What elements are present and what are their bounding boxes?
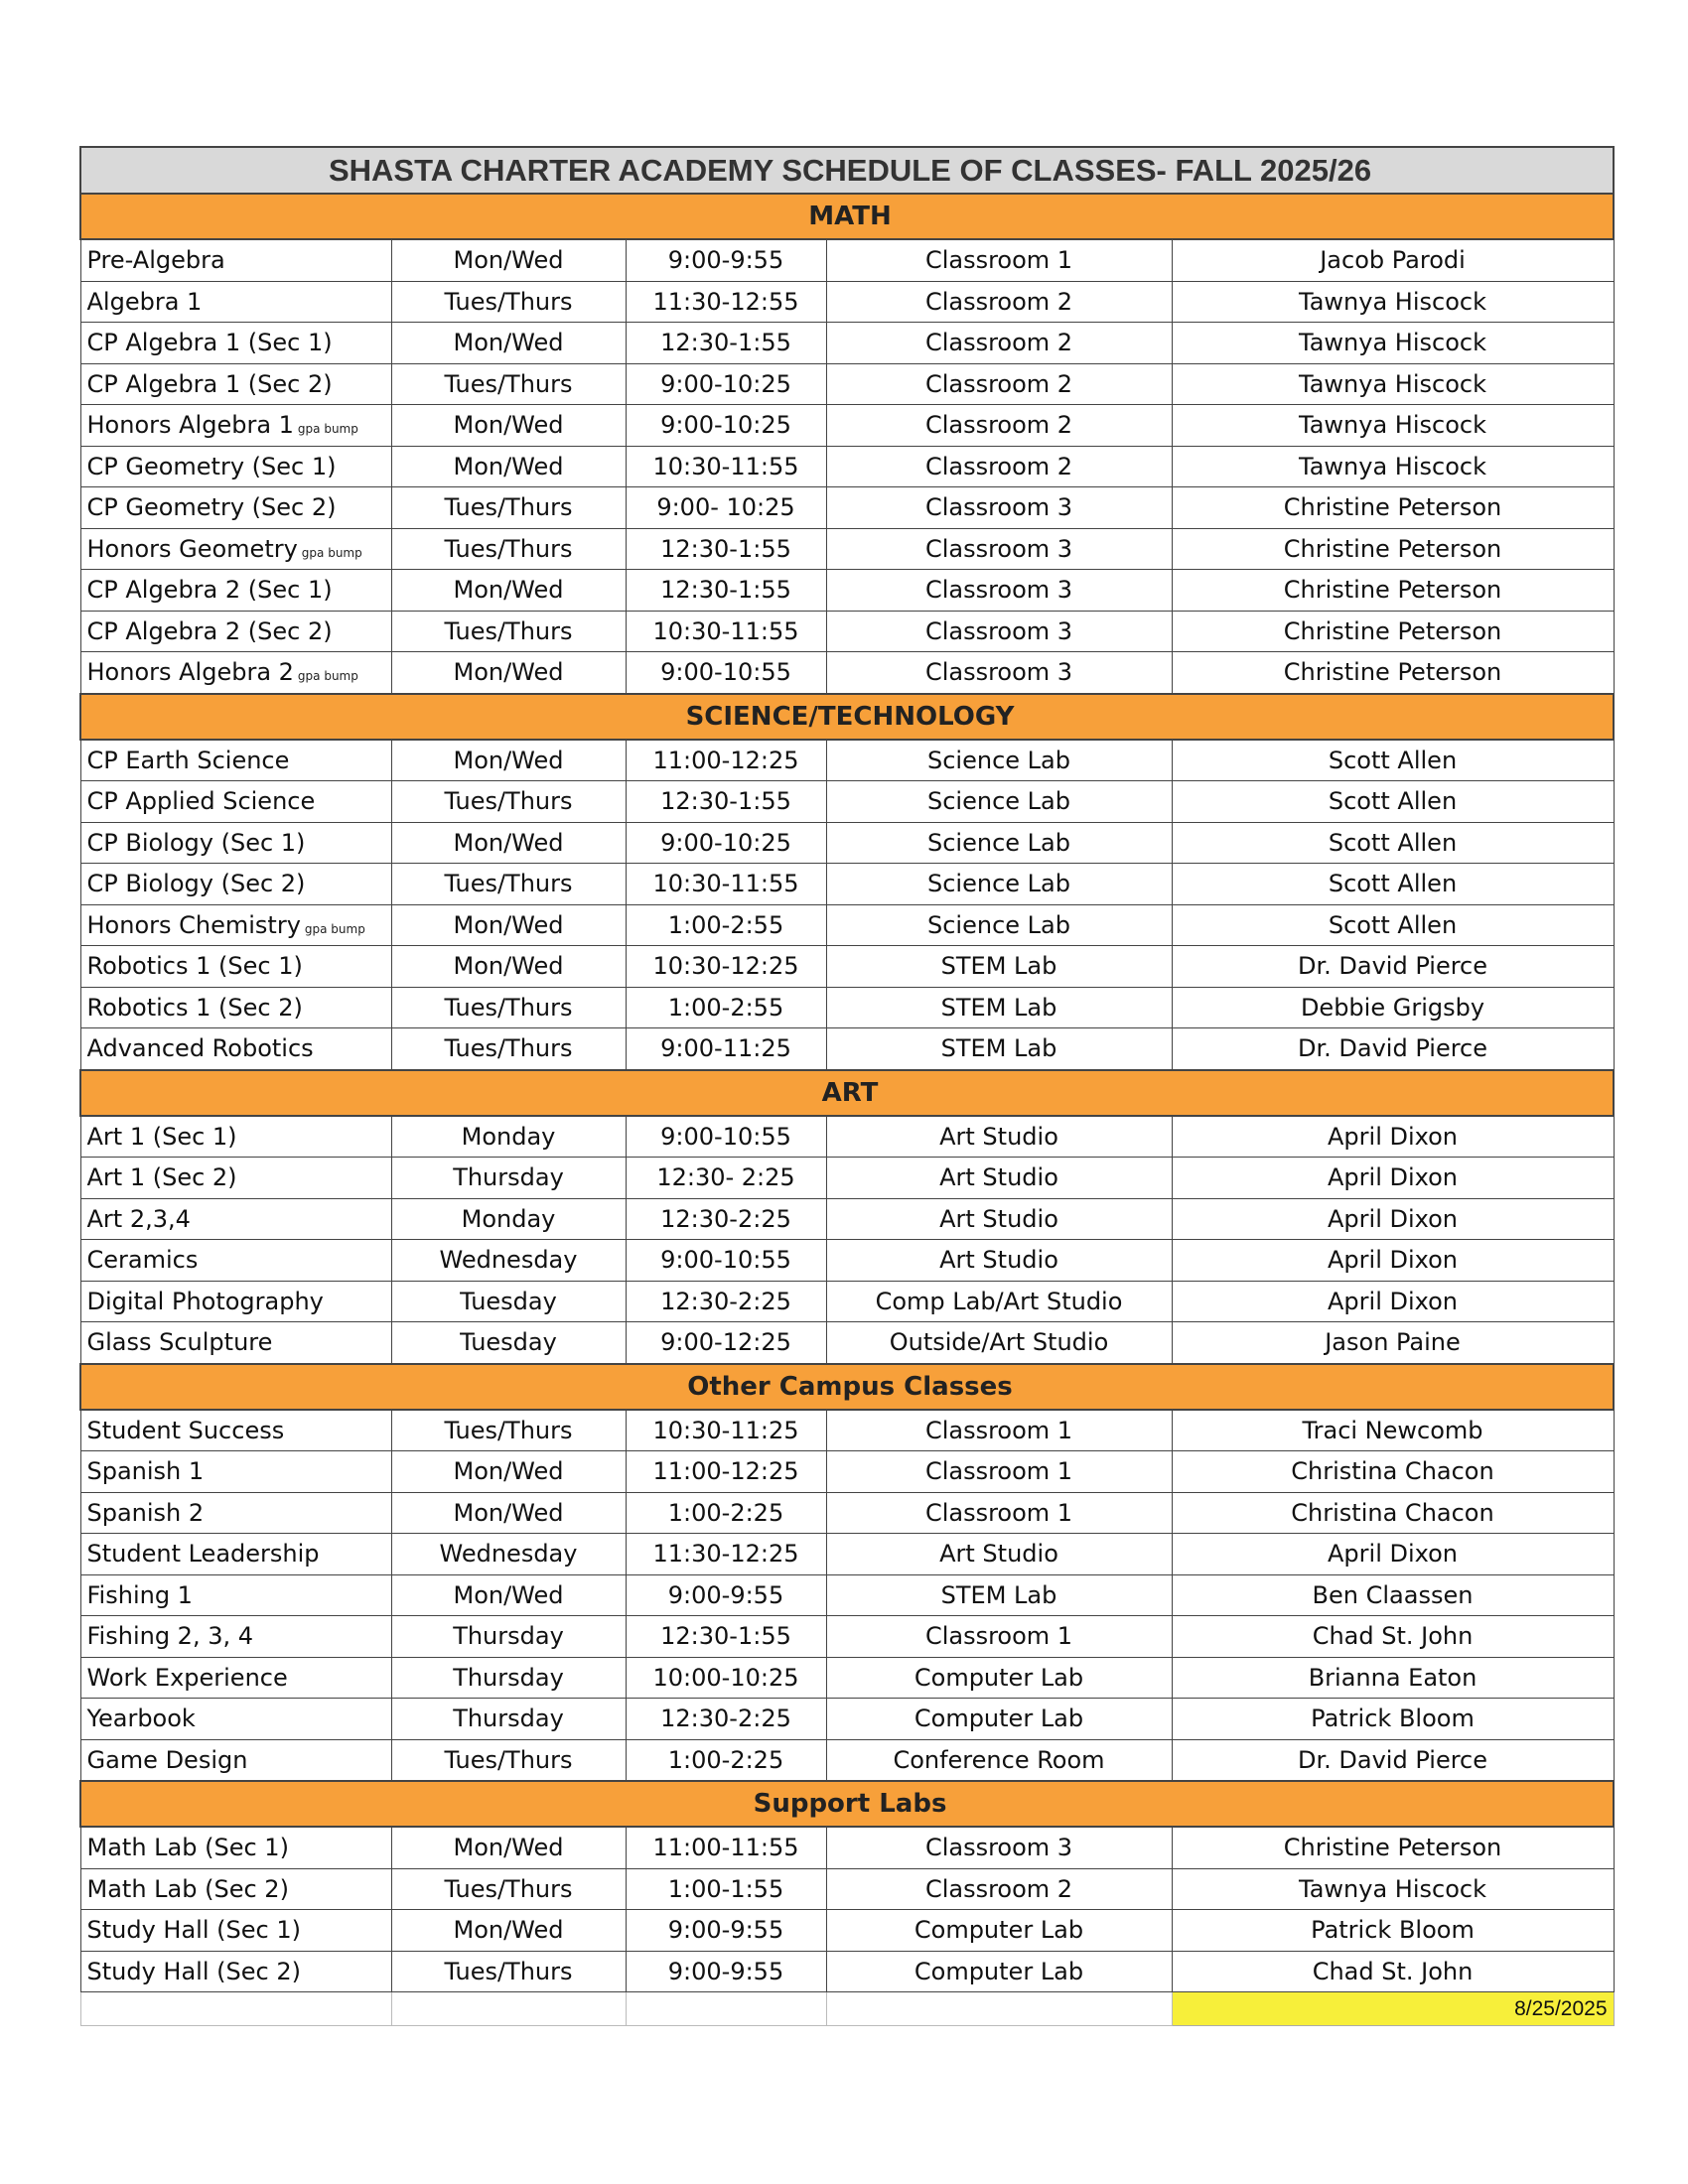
time-cell: 11:00-12:25 [626, 1451, 826, 1493]
days-cell: Wednesday [391, 1534, 626, 1575]
days-cell: Thursday [391, 1699, 626, 1740]
days-cell: Tues/Thurs [391, 1868, 626, 1910]
teacher-cell: Christine Peterson [1172, 487, 1614, 529]
teacher-cell: Jacob Parodi [1172, 239, 1614, 281]
course-cell [80, 611, 391, 652]
room-cell: Comp Lab/Art Studio [826, 1281, 1172, 1322]
course-cell [80, 1492, 391, 1534]
course-name: Advanced Robotics [86, 1034, 314, 1063]
course-name: CP Applied Science [86, 787, 316, 816]
room-cell: Art Studio [826, 1158, 1172, 1199]
course-cell [80, 570, 391, 612]
course-cell [80, 1657, 391, 1699]
section-title: Support Labs [80, 1781, 1614, 1827]
course-cell [80, 363, 391, 405]
time-cell: 11:30-12:25 [626, 1534, 826, 1575]
course-cell [80, 1198, 391, 1240]
table-row [80, 1028, 1614, 1070]
teacher-cell: Christine Peterson [1172, 611, 1614, 652]
days-cell: Mon/Wed [391, 652, 626, 694]
teacher-cell: Debbie Grigsby [1172, 987, 1614, 1028]
section-header-row [80, 1364, 1614, 1410]
teacher-cell: April Dixon [1172, 1198, 1614, 1240]
table-row [80, 946, 1614, 988]
gpa-bump-note: gpa bump [297, 669, 358, 684]
course-cell [80, 781, 391, 823]
time-cell: 12:30-2:25 [626, 1198, 826, 1240]
room-cell: STEM Lab [826, 987, 1172, 1028]
room-cell: Art Studio [826, 1198, 1172, 1240]
table-row [80, 1281, 1614, 1322]
course-cell [80, 323, 391, 364]
teacher-cell: Scott Allen [1172, 904, 1614, 946]
teacher-cell: Ben Claassen [1172, 1574, 1614, 1616]
gpa-bump-note: gpa bump [301, 545, 362, 560]
room-cell: Classroom 3 [826, 1827, 1172, 1868]
days-cell: Tuesday [391, 1322, 626, 1364]
room-cell: STEM Lab [826, 946, 1172, 988]
time-cell: 9:00-9:55 [626, 1910, 826, 1952]
table-row [80, 1868, 1614, 1910]
time-cell: 9:00-10:25 [626, 822, 826, 864]
teacher-cell: April Dixon [1172, 1240, 1614, 1282]
days-cell: Thursday [391, 1616, 626, 1658]
room-cell: Classroom 2 [826, 446, 1172, 487]
course-name: Robotics 1 (Sec 2) [86, 993, 303, 1022]
empty-cell [826, 1992, 1172, 2026]
table-row [80, 740, 1614, 781]
days-cell: Mon/Wed [391, 1910, 626, 1952]
room-cell: Classroom 2 [826, 323, 1172, 364]
course-cell [80, 652, 391, 694]
room-cell: Classroom 1 [826, 1492, 1172, 1534]
table-row [80, 239, 1614, 281]
table-row [80, 1739, 1614, 1781]
time-cell: 12:30-1:55 [626, 1616, 826, 1658]
course-name: Math Lab (Sec 2) [86, 1874, 289, 1903]
teacher-cell: Dr. David Pierce [1172, 946, 1614, 988]
days-cell: Mon/Wed [391, 904, 626, 946]
course-cell [80, 1116, 391, 1158]
room-cell: Classroom 2 [826, 363, 1172, 405]
days-cell: Tues/Thurs [391, 281, 626, 323]
days-cell: Tues/Thurs [391, 864, 626, 905]
teacher-cell: Christine Peterson [1172, 570, 1614, 612]
days-cell: Mon/Wed [391, 946, 626, 988]
room-cell: Outside/Art Studio [826, 1322, 1172, 1364]
course-name: Robotics 1 (Sec 1) [86, 952, 303, 981]
course-name: CP Algebra 1 (Sec 1) [86, 329, 333, 357]
course-name: Algebra 1 [86, 287, 203, 316]
section-title: ART [80, 1070, 1614, 1116]
teacher-cell: Tawnya Hiscock [1172, 446, 1614, 487]
days-cell: Tues/Thurs [391, 1028, 626, 1070]
course-name: Yearbook [86, 1705, 196, 1733]
teacher-cell: Dr. David Pierce [1172, 1739, 1614, 1781]
time-cell: 1:00-2:55 [626, 987, 826, 1028]
course-name: Art 1 (Sec 2) [86, 1163, 237, 1192]
teacher-cell: Scott Allen [1172, 781, 1614, 823]
room-cell: Conference Room [826, 1739, 1172, 1781]
time-cell: 12:30-1:55 [626, 528, 826, 570]
course-cell [80, 1910, 391, 1952]
room-cell: Science Lab [826, 781, 1172, 823]
teacher-cell: April Dixon [1172, 1158, 1614, 1199]
teacher-cell: Tawnya Hiscock [1172, 323, 1614, 364]
course-name: Pre-Algebra [86, 246, 225, 275]
course-name: Game Design [86, 1745, 248, 1774]
teacher-cell: Tawnya Hiscock [1172, 405, 1614, 447]
room-cell: Classroom 3 [826, 652, 1172, 694]
course-name: CP Biology (Sec 2) [86, 870, 306, 898]
table-row [80, 904, 1614, 946]
time-cell: 12:30-2:25 [626, 1699, 826, 1740]
room-cell: Computer Lab [826, 1910, 1172, 1952]
days-cell: Mon/Wed [391, 1492, 626, 1534]
days-cell: Monday [391, 1198, 626, 1240]
gpa-bump-note: gpa bump [304, 921, 365, 936]
days-cell: Mon/Wed [391, 1451, 626, 1493]
gpa-bump-note: gpa bump [297, 422, 358, 437]
days-cell: Tues/Thurs [391, 611, 626, 652]
table-row [80, 363, 1614, 405]
days-cell: Mon/Wed [391, 822, 626, 864]
course-name: CP Algebra 2 (Sec 1) [86, 576, 333, 605]
course-cell [80, 446, 391, 487]
table-row [80, 570, 1614, 612]
table-row [80, 1322, 1614, 1364]
time-cell: 1:00-2:55 [626, 904, 826, 946]
course-cell [80, 1240, 391, 1282]
teacher-cell: Patrick Bloom [1172, 1910, 1614, 1952]
course-cell [80, 1699, 391, 1740]
course-name: Honors Algebra 1 [86, 411, 294, 440]
room-cell: Computer Lab [826, 1951, 1172, 1992]
days-cell: Thursday [391, 1158, 626, 1199]
table-row [80, 1574, 1614, 1616]
time-cell: 9:00-9:55 [626, 1574, 826, 1616]
table-row [80, 1951, 1614, 1992]
time-cell: 11:00-12:25 [626, 740, 826, 781]
table-row [80, 1910, 1614, 1952]
course-name: CP Earth Science [86, 746, 290, 774]
table-row [80, 822, 1614, 864]
table-row [80, 1616, 1614, 1658]
table-row [80, 987, 1614, 1028]
time-cell: 12:30-1:55 [626, 781, 826, 823]
days-cell: Tues/Thurs [391, 528, 626, 570]
title-row [80, 147, 1614, 194]
time-cell: 10:30-12:25 [626, 946, 826, 988]
teacher-cell: Tawnya Hiscock [1172, 363, 1614, 405]
teacher-cell: Brianna Eaton [1172, 1657, 1614, 1699]
time-cell: 9:00-9:55 [626, 239, 826, 281]
time-cell: 10:30-11:55 [626, 864, 826, 905]
updated-date: 8/25/2025 [1172, 1992, 1614, 2026]
days-cell: Wednesday [391, 1240, 626, 1282]
course-cell [80, 1534, 391, 1575]
course-name: CP Algebra 1 (Sec 2) [86, 369, 333, 398]
course-cell [80, 740, 391, 781]
course-name: CP Algebra 2 (Sec 2) [86, 616, 333, 645]
days-cell: Mon/Wed [391, 1827, 626, 1868]
teacher-cell: Tawnya Hiscock [1172, 1868, 1614, 1910]
table-row [80, 323, 1614, 364]
teacher-cell: Chad St. John [1172, 1951, 1614, 1992]
teacher-cell: Christine Peterson [1172, 1827, 1614, 1868]
table-row [80, 487, 1614, 529]
footer-row [80, 1992, 1614, 2026]
course-name: Spanish 2 [86, 1498, 205, 1527]
teacher-cell: Christine Peterson [1172, 528, 1614, 570]
time-cell: 10:30-11:55 [626, 611, 826, 652]
table-row [80, 1827, 1614, 1868]
days-cell: Tuesday [391, 1281, 626, 1322]
course-cell [80, 822, 391, 864]
days-cell: Tues/Thurs [391, 781, 626, 823]
schedule-body [80, 147, 1614, 2026]
empty-cell [80, 1992, 391, 2026]
section-title: Other Campus Classes [80, 1364, 1614, 1410]
teacher-cell: Scott Allen [1172, 864, 1614, 905]
course-name: Fishing 1 [86, 1580, 193, 1609]
time-cell: 1:00-1:55 [626, 1868, 826, 1910]
teacher-cell: April Dixon [1172, 1534, 1614, 1575]
section-header-row [80, 694, 1614, 740]
teacher-cell: Dr. David Pierce [1172, 1028, 1614, 1070]
time-cell: 11:00-11:55 [626, 1827, 826, 1868]
course-name: CP Geometry (Sec 2) [86, 493, 337, 522]
table-row [80, 864, 1614, 905]
room-cell: Classroom 3 [826, 611, 1172, 652]
time-cell: 12:30-2:25 [626, 1281, 826, 1322]
time-cell: 9:00-9:55 [626, 1951, 826, 1992]
days-cell: Tues/Thurs [391, 1739, 626, 1781]
table-row [80, 1158, 1614, 1199]
room-cell: Classroom 1 [826, 1451, 1172, 1493]
course-cell [80, 528, 391, 570]
table-row [80, 528, 1614, 570]
course-cell [80, 864, 391, 905]
room-cell: Classroom 3 [826, 570, 1172, 612]
teacher-cell: Tawnya Hiscock [1172, 281, 1614, 323]
course-name: Honors Geometry [86, 534, 298, 563]
time-cell: 11:30-12:55 [626, 281, 826, 323]
course-name: Work Experience [86, 1663, 288, 1692]
time-cell: 9:00-10:55 [626, 652, 826, 694]
course-cell [80, 1410, 391, 1451]
course-cell [80, 987, 391, 1028]
course-cell [80, 1322, 391, 1364]
empty-cell [626, 1992, 826, 2026]
course-cell [80, 1158, 391, 1199]
course-cell [80, 281, 391, 323]
room-cell: Classroom 1 [826, 1410, 1172, 1451]
course-name: Student Success [86, 1416, 285, 1444]
course-name: Ceramics [86, 1246, 199, 1275]
time-cell: 12:30-1:55 [626, 570, 826, 612]
course-name: CP Biology (Sec 1) [86, 828, 306, 857]
time-cell: 9:00-11:25 [626, 1028, 826, 1070]
table-row [80, 1116, 1614, 1158]
table-row [80, 781, 1614, 823]
course-name: Digital Photography [86, 1287, 324, 1315]
teacher-cell: Scott Allen [1172, 740, 1614, 781]
days-cell: Mon/Wed [391, 740, 626, 781]
table-row [80, 281, 1614, 323]
course-cell [80, 1028, 391, 1070]
time-cell: 12:30- 2:25 [626, 1158, 826, 1199]
course-cell [80, 239, 391, 281]
room-cell: Classroom 3 [826, 487, 1172, 529]
course-cell [80, 487, 391, 529]
table-row [80, 1240, 1614, 1282]
days-cell: Tues/Thurs [391, 487, 626, 529]
room-cell: Art Studio [826, 1534, 1172, 1575]
teacher-cell: April Dixon [1172, 1281, 1614, 1322]
table-row [80, 1534, 1614, 1575]
room-cell: Art Studio [826, 1240, 1172, 1282]
teacher-cell: Traci Newcomb [1172, 1410, 1614, 1451]
course-name: Fishing 2, 3, 4 [86, 1622, 254, 1651]
teacher-cell: Christina Chacon [1172, 1492, 1614, 1534]
section-title: MATH [80, 194, 1614, 239]
course-name: Art 2,3,4 [86, 1204, 191, 1233]
course-cell [80, 1574, 391, 1616]
course-cell [80, 1951, 391, 1992]
time-cell: 9:00-12:25 [626, 1322, 826, 1364]
days-cell: Mon/Wed [391, 239, 626, 281]
room-cell: Science Lab [826, 864, 1172, 905]
table-row [80, 1198, 1614, 1240]
course-name: Spanish 1 [86, 1457, 205, 1486]
table-row [80, 1492, 1614, 1534]
table-row [80, 1410, 1614, 1451]
teacher-cell: Scott Allen [1172, 822, 1614, 864]
days-cell: Tues/Thurs [391, 987, 626, 1028]
course-cell [80, 1451, 391, 1493]
course-cell [80, 904, 391, 946]
room-cell: Science Lab [826, 904, 1172, 946]
schedule-table [79, 146, 1615, 2026]
room-cell: STEM Lab [826, 1574, 1172, 1616]
room-cell: STEM Lab [826, 1028, 1172, 1070]
room-cell: Classroom 1 [826, 1616, 1172, 1658]
room-cell: Computer Lab [826, 1657, 1172, 1699]
days-cell: Mon/Wed [391, 570, 626, 612]
days-cell: Mon/Wed [391, 323, 626, 364]
time-cell: 1:00-2:25 [626, 1492, 826, 1534]
course-cell [80, 1739, 391, 1781]
course-name: Glass Sculpture [86, 1328, 273, 1357]
room-cell: Classroom 2 [826, 281, 1172, 323]
course-name: Study Hall (Sec 2) [86, 1957, 301, 1985]
teacher-cell: Christina Chacon [1172, 1451, 1614, 1493]
empty-cell [391, 1992, 626, 2026]
course-cell [80, 1868, 391, 1910]
time-cell: 10:00-10:25 [626, 1657, 826, 1699]
room-cell: Science Lab [826, 822, 1172, 864]
course-cell [80, 1616, 391, 1658]
table-row [80, 1657, 1614, 1699]
course-name: CP Geometry (Sec 1) [86, 452, 337, 480]
time-cell: 9:00- 10:25 [626, 487, 826, 529]
course-cell [80, 1281, 391, 1322]
days-cell: Mon/Wed [391, 446, 626, 487]
days-cell: Monday [391, 1116, 626, 1158]
course-cell [80, 1827, 391, 1868]
room-cell: Art Studio [826, 1116, 1172, 1158]
course-name: Honors Algebra 2 [86, 658, 294, 687]
table-row [80, 652, 1614, 694]
days-cell: Thursday [391, 1657, 626, 1699]
days-cell: Tues/Thurs [391, 1410, 626, 1451]
course-name: Honors Chemistry [86, 910, 301, 939]
table-row [80, 611, 1614, 652]
time-cell: 9:00-10:25 [626, 363, 826, 405]
section-header-row [80, 194, 1614, 239]
room-cell: Science Lab [826, 740, 1172, 781]
time-cell: 10:30-11:55 [626, 446, 826, 487]
course-cell [80, 405, 391, 447]
room-cell: Classroom 1 [826, 239, 1172, 281]
time-cell: 12:30-1:55 [626, 323, 826, 364]
course-name: Math Lab (Sec 1) [86, 1834, 289, 1862]
time-cell: 10:30-11:25 [626, 1410, 826, 1451]
days-cell: Tues/Thurs [391, 363, 626, 405]
time-cell: 9:00-10:55 [626, 1116, 826, 1158]
teacher-cell: Jason Paine [1172, 1322, 1614, 1364]
course-cell [80, 946, 391, 988]
room-cell: Classroom 3 [826, 528, 1172, 570]
table-row [80, 1451, 1614, 1493]
table-row [80, 446, 1614, 487]
days-cell: Mon/Wed [391, 1574, 626, 1616]
section-header-row [80, 1070, 1614, 1116]
table-row [80, 405, 1614, 447]
time-cell: 1:00-2:25 [626, 1739, 826, 1781]
room-cell: Computer Lab [826, 1699, 1172, 1740]
days-cell: Tues/Thurs [391, 1951, 626, 1992]
section-title: SCIENCE/TECHNOLOGY [80, 694, 1614, 740]
section-header-row [80, 1781, 1614, 1827]
room-cell: Classroom 2 [826, 405, 1172, 447]
teacher-cell: April Dixon [1172, 1116, 1614, 1158]
teacher-cell: Chad St. John [1172, 1616, 1614, 1658]
days-cell: Mon/Wed [391, 405, 626, 447]
table-row [80, 1699, 1614, 1740]
room-cell: Classroom 2 [826, 1868, 1172, 1910]
page-title: SHASTA CHARTER ACADEMY SCHEDULE OF CLASSES- FALL 2025/26 [80, 147, 1614, 194]
time-cell: 9:00-10:55 [626, 1240, 826, 1282]
teacher-cell: Christine Peterson [1172, 652, 1614, 694]
course-name: Art 1 (Sec 1) [86, 1122, 237, 1151]
time-cell: 9:00-10:25 [626, 405, 826, 447]
teacher-cell: Patrick Bloom [1172, 1699, 1614, 1740]
course-name: Study Hall (Sec 1) [86, 1916, 301, 1945]
course-name: Student Leadership [86, 1540, 320, 1569]
